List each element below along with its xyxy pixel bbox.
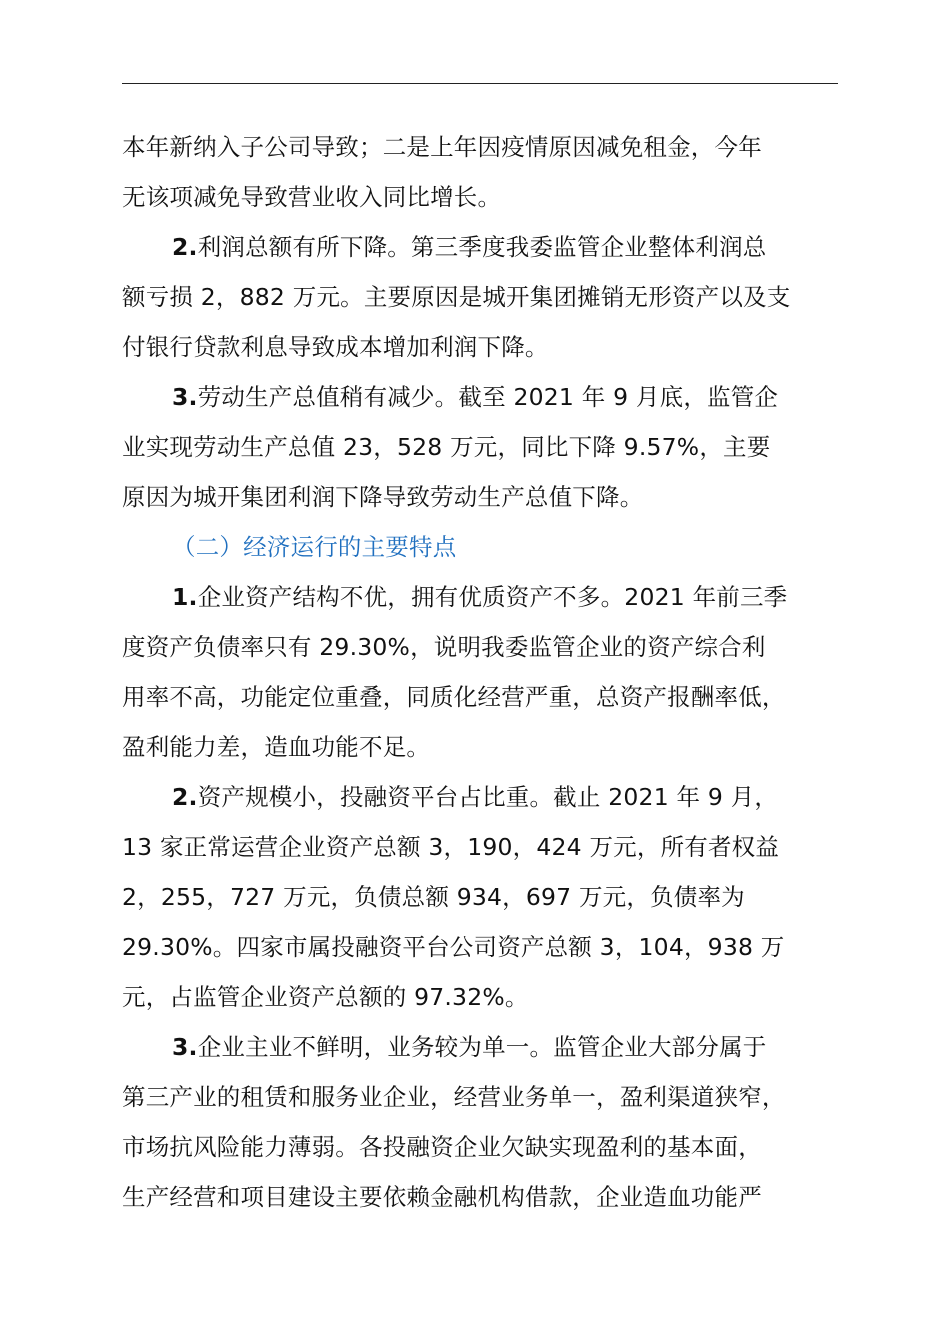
paragraph-line: 度资产负债率只有 29.30%，说明我委监管企业的资产综合利 <box>122 633 766 661</box>
paragraph-line: 市场抗风险能力薄弱。各投融资企业欠缺实现盈利的基本面， <box>122 1133 762 1161</box>
paragraph-line: 2，255，727 万元，负债总额 934，697 万元，负债率为 <box>122 883 745 911</box>
paragraph-line: 第三产业的租赁和服务业企业，经营业务单一，盈利渠道狭窄， <box>122 1083 786 1111</box>
feature-1: 1.企业资产结构不优，拥有优质资产不多。2021 年前三季 <box>172 583 788 611</box>
item-3-labor: 3.劳动生产总值稍有减少。截至 2021 年 9 月底，监管企 <box>172 383 779 411</box>
paragraph-line: 无该项减免导致营业收入同比增长。 <box>122 183 502 211</box>
paragraph-line: 用率不高，功能定位重叠，同质化经营严重，总资产报酬率低， <box>122 683 786 711</box>
paragraph-line: 业实现劳动生产总值 23，528 万元，同比下降 9.57%，主要 <box>122 433 771 461</box>
paragraph-line: 13 家正常运营企业资产总额 3，190，424 万元，所有者权益 <box>122 833 780 861</box>
paragraph-line: 盈利能力差，造血功能不足。 <box>122 733 431 761</box>
paragraph-line: 元，占监管企业资产总额的 97.32%。 <box>122 983 529 1011</box>
section-heading: （二）经济运行的主要特点 <box>172 533 457 561</box>
item-number: 2. <box>172 233 198 261</box>
item-number: 2. <box>172 783 198 811</box>
feature-2: 2.资产规模小，投融资平台占比重。截止 2021 年 9 月， <box>172 783 779 811</box>
item-number: 3. <box>172 1033 198 1061</box>
feature-3: 3.企业主业不鲜明，业务较为单一。监管企业大部分属于 <box>172 1033 767 1061</box>
paragraph-line: 生产经营和项目建设主要依赖金融机构借款，企业造血功能严 <box>122 1183 762 1211</box>
paragraph-line: 付银行贷款利息导致成本增加利润下降。 <box>122 333 549 361</box>
paragraph-line: 额亏损 2，882 万元。主要原因是城开集团摊销无形资产以及支 <box>122 283 791 311</box>
paragraph-line: 本年新纳入子公司导致；二是上年因疫情原因减免租金，今年 <box>122 133 762 161</box>
header-rule <box>122 83 838 84</box>
paragraph-line: 原因为城开集团利润下降导致劳动生产总值下降。 <box>122 483 644 511</box>
item-number: 1. <box>172 583 198 611</box>
paragraph-line: 29.30%。四家市属投融资平台公司资产总额 3，104，938 万 <box>122 933 785 961</box>
item-number: 3. <box>172 383 198 411</box>
item-2-profit: 2.利润总额有所下降。第三季度我委监管企业整体利润总 <box>172 233 767 261</box>
